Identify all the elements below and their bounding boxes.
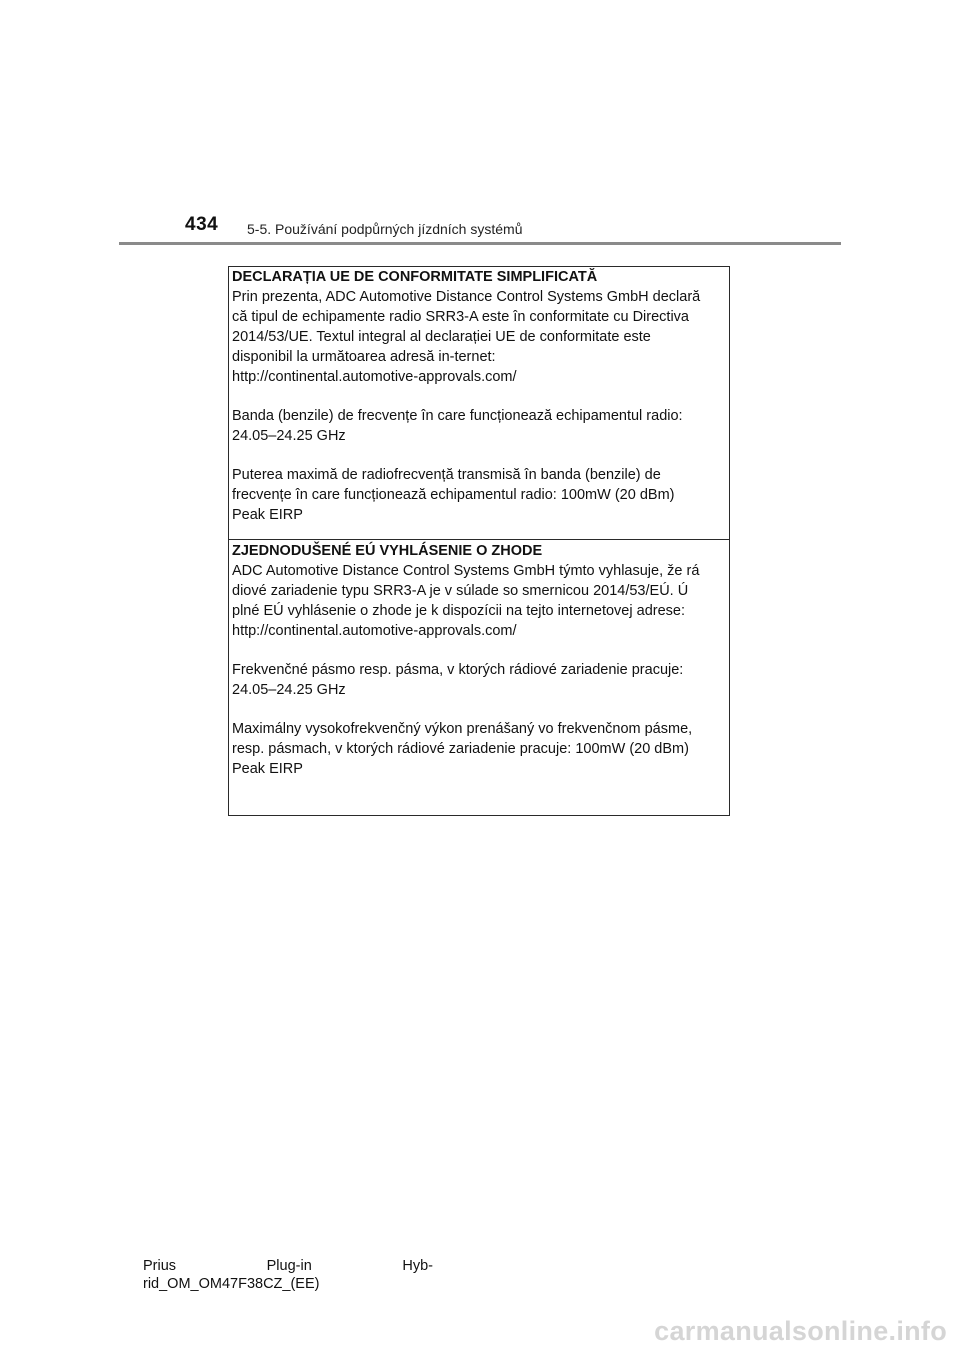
footer-line-2: rid_OM_OM47F38CZ_(EE) — [143, 1276, 320, 1292]
footer-word-hyb: Hyb- — [402, 1258, 433, 1274]
declaration-ro-statement: Prin prezenta, ADC Automotive Distance Control Systems GmbH declară că tipul de echipamente radio SRR3-A este în conformitate cu Directiva 2014/53/UE. Textul integral al declarației UE de conformitate este disponibil la următoarea adresă in-ternet: http://continental.automotive-approvals.com/ — [232, 289, 701, 385]
declaration-ro-power: Puterea maximă de radiofrecvență transmisă în banda (benzile) de frecvențe în care funcționează echipamentul radio: 100mW (20 dBm) Peak EIRP — [232, 467, 675, 523]
declaration-sk-heading: ZJEDNODUŠENÉ EÚ VYHLÁSENIE O ZHODE — [232, 543, 543, 559]
declaration-sk — [232, 541, 726, 817]
declaration-ro-frequency: Banda (benzile) de frecvențe în care funcționează echipamentul radio: 24.05–24.25 GHz — [232, 408, 683, 444]
watermark[interactable]: carmanualsonline.info — [654, 1316, 947, 1346]
declaration-ro — [232, 267, 726, 540]
declaration-sk-power: Maximálny vysokofrekvenčný výkon prenášaný vo frekvenčnom pásme, resp. pásmach, v ktorých rádiové zariadenie pracuje: 100mW (20 dBm) Peak EIRP — [232, 721, 693, 777]
footer — [143, 1257, 433, 1293]
declaration-sk-frequency: Frekvenčné pásmo resp. pásma, v ktorých rádiové zariadenie pracuje: 24.05–24.25 GHz — [232, 662, 684, 698]
page-number: 434 — [185, 214, 219, 235]
block-divider — [229, 539, 729, 540]
footer-line-1 — [143, 1257, 433, 1275]
footer-word-prius: Prius — [143, 1258, 177, 1274]
section-title: 5-5. Používání podpůrných jízdních systémů — [247, 221, 523, 237]
declaration-sk-statement: ADC Automotive Distance Control Systems GmbH týmto vyhlasuje, že rá diové zariadenie typu SRR3-A je v súlade so smernicou 2014/53/EÚ. Ú plné EÚ vyhlásenie o zhode je k dispozícii na tejto internetovej adrese: http://continental.automotive-approvals.com/ — [232, 563, 700, 639]
declaration-ro-heading: DECLARAȚIA UE DE CONFORMITATE SIMPLIFICATĂ — [232, 269, 598, 285]
footer-word-plugin: Plug-in — [266, 1258, 312, 1274]
header-rule — [119, 242, 841, 245]
declaration-box — [228, 266, 730, 816]
